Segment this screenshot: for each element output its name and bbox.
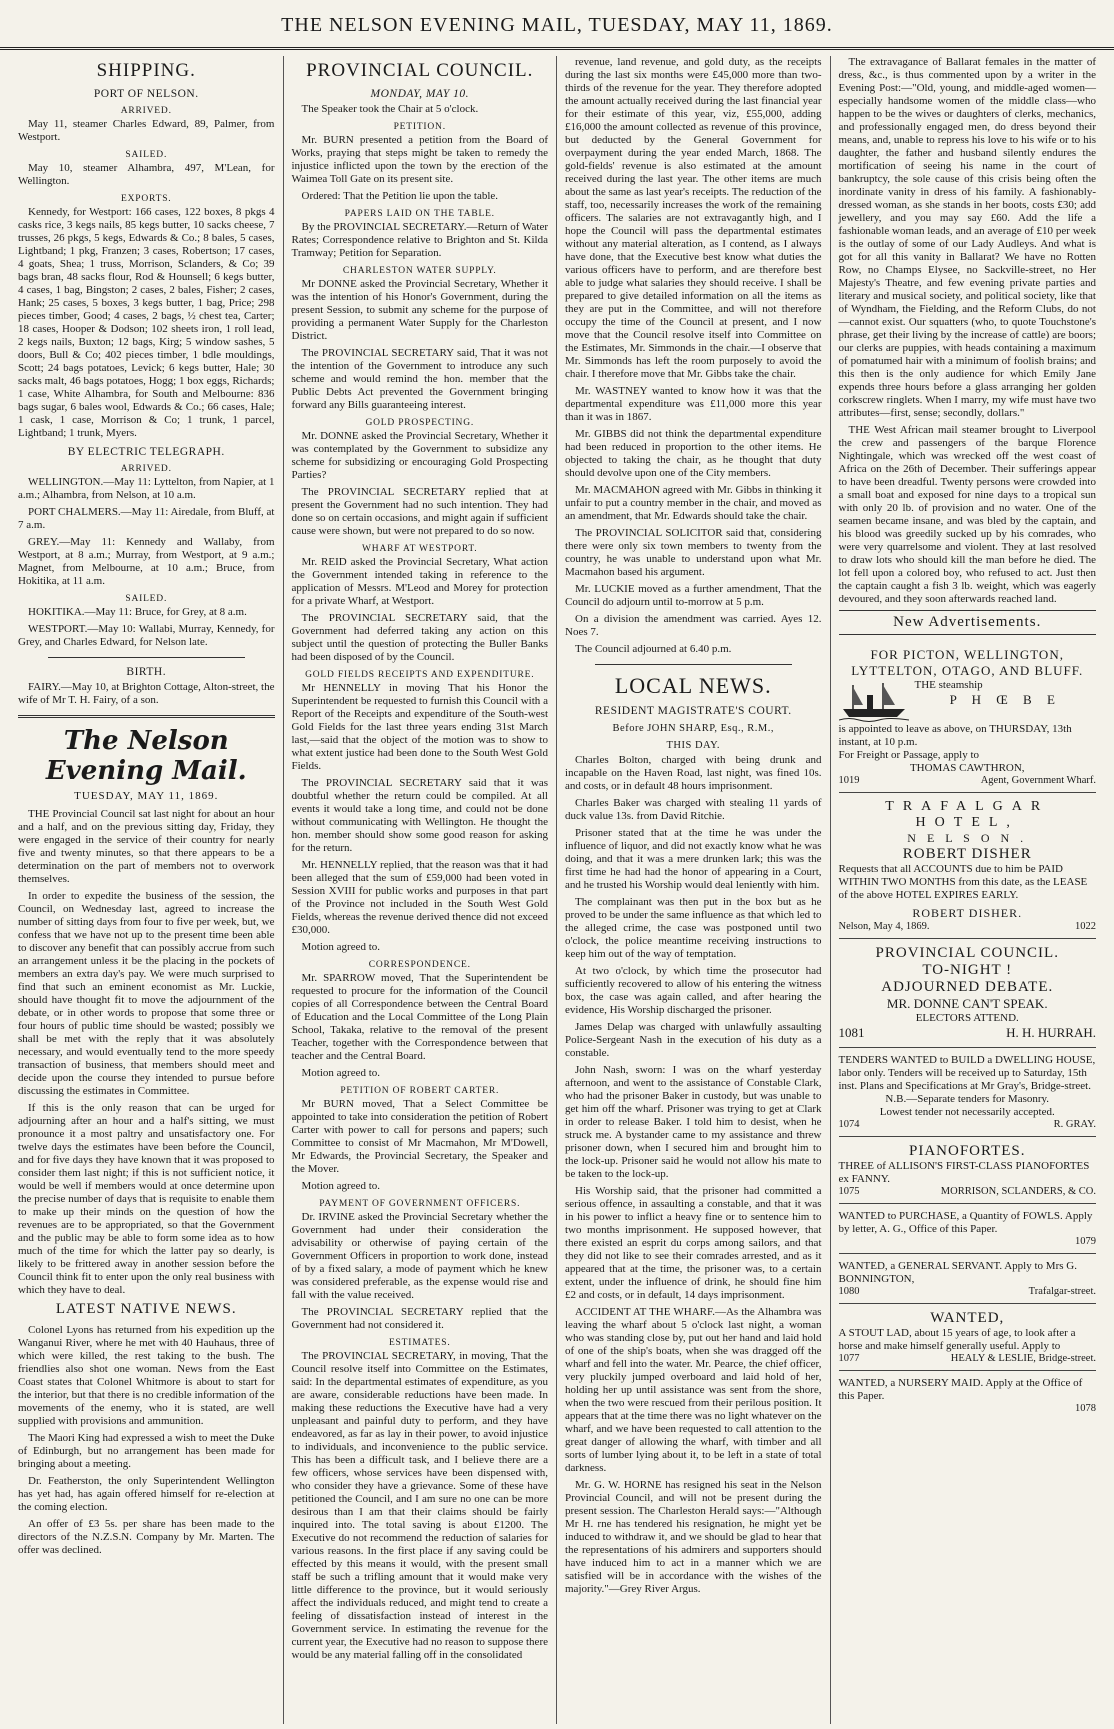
steamship-icon	[839, 679, 909, 723]
council-section-para: By the PROVINCIAL SECRETARY.—Return of Water Rates; Correspondence relative to Brighton and St. Kilda Tramway; Petition for Separation.	[291, 221, 548, 259]
court-para: His Worship said, that the prisoner had committed a serious offence, in assaulting a constable, and that it was in his power to inflict a heavy fine or to sentence him to two months imprisonment. He supposed however, that there existed an esprit du corps among sailors, and that they did not like to see their comrades arrested, and as it appeared that at the time, the prisoner was, to a certain extent, under the influence of drink, he should fine him £2 and costs, or in default, 14 days imprisonment.	[565, 1185, 822, 1301]
ad-sign: H. H. HURRAH.	[1006, 1025, 1096, 1040]
court-heading: RESIDENT MAGISTRATE'S COURT.	[594, 705, 792, 717]
paper-dateline: TUESDAY, MAY 11, 1869.	[74, 790, 219, 802]
ad-pianofortes	[839, 1137, 1097, 1204]
court-para: Charles Baker was charged with stealing 11 yards of duck value 13s. from David Ritchie.	[565, 797, 822, 822]
council-section-heading: PETITION OF ROBERT CARTER.	[340, 1086, 500, 1096]
council-para: Mr. WASTNEY wanted to know how it was that the departmental expenditure was £11,000 more this year than it was in 1867.	[565, 385, 822, 423]
council-section-para: Mr. DONNE asked the Provincial Secretary, Whether it was contemplated by the Government to subsidize any scheme for subsidizing or encouraging Gold Prospecting Parties?	[291, 430, 548, 481]
council-section-para: Mr. BURN presented a petition from the Board of Works, praying that steps might be taken to remedy the injustice inflicted upon the town by the erection of the Waimea Toll Gate on its present site.	[291, 134, 548, 185]
council-section-para: The PROVINCIAL SECRETARY said that it was doubtful whether the return could be compiled. At all events it would take a long time, and could not be done without communicating with Wellington. He thought the hon. member should show some good reason for asking for the return.	[291, 777, 548, 854]
council-section-para: Mr. SPARROW moved, That the Superintendent be requested to procure for the information of the Council copies of all Correspondence between the Central Board of Education and the Local Committee of the Long Plain School, Takaka, relative to the removal of the present Teacher, together with the Correspondence between that teacher and the Central Board.	[291, 972, 548, 1062]
council-section-heading: ESTIMATES.	[388, 1338, 451, 1348]
council-para: Mr. MACMAHON agreed with Mr. Gibbs in thinking it unfair to put a country member in the chair, and moved as an amendment, that Mr. Edwards should take the chair.	[565, 484, 822, 522]
divider	[48, 657, 245, 658]
editorial-para: THE Provincial Council sat last night for about an hour and a half, and on the previous sitting day, Friday, they were engaged in the service of their country for nearly five and twenty minutes, so that there appears to be a determination on the part of members not to overwork themselves.	[18, 808, 275, 885]
ad-text: For Freight or Passage, apply to	[838, 749, 980, 761]
page-columns	[10, 56, 1104, 1724]
council-para: Mr. GIBBS did not think the departmental expenditure had been reduced in proportion to the other items. He objected to taking the chair, as he thought that duty should devolve upon one of the City members.	[565, 428, 822, 479]
ad-number: 1080	[838, 1286, 860, 1297]
column-2	[284, 56, 558, 1724]
ad-text: THREE of ALLISON'S FIRST-CLASS PIANOFORTES ex FANNY.	[838, 1160, 1090, 1185]
birth-heading: BIRTH.	[126, 666, 167, 678]
arrived-heading: ARRIVED.	[120, 106, 172, 116]
ad-line: TO-NIGHT !	[922, 962, 1013, 978]
ad-text: WANTED to PURCHASE, a Quantity of FOWLS. Apply by letter, A. G., Office of this Paper.	[838, 1210, 1093, 1235]
ad-lad	[839, 1304, 1097, 1371]
ad-heading: PIANOFORTES.	[908, 1143, 1026, 1159]
ad-number: 1075	[838, 1186, 860, 1197]
ad-line: PROVINCIAL COUNCIL.	[875, 945, 1059, 961]
ad-number: 1019	[838, 775, 860, 786]
column-3	[557, 56, 831, 1724]
court-para: ACCIDENT AT THE WHARF.—As the Alhambra was leaving the wharf about 5 o'clock last night, a woman who was standing close by, put out her hand and laid hold of one of the ship's boats, when she was dragged off the wharf and fell into the water. Mr. Pearce, the chief officer, very pluckily jumped overboard and laid hold of her, holding her up until assistance was sent from the shore, when the two were rescued from their perilous position. It appears that at the time there was no light whatever on the wharf, and we have been requested to call attention to the great danger of allowing the wharf, with timber and all sorts of lumber lying about it, to be left in a state of total darkness.	[565, 1306, 822, 1474]
divider	[595, 664, 792, 665]
council-section-heading: CHARLESTON WATER SUPPLY.	[342, 266, 497, 276]
ad-sign: Trafalgar-street.	[1028, 1286, 1096, 1297]
ad-tenders	[839, 1048, 1097, 1137]
ad-sign: ROBERT DISHER.	[912, 906, 1023, 920]
telegraph-arrived-chalmers: PORT CHALMERS.—May 11: Airedale, from Bluff, at 7 a.m.	[18, 506, 275, 531]
telegraph-heading: BY ELECTRIC TELEGRAPH.	[67, 446, 225, 458]
council-section-heading: PETITION.	[393, 122, 446, 132]
ad-text: Requests that all ACCOUNTS due to him be PAID WITHIN TWO MONTHS from this date, as the LEASE of the above HOTEL EXPIRES EARLY.	[838, 863, 1088, 901]
court-para: James Delap was charged with unlawfully assaulting Police-Sergeant Nash in the execution of his duty as a constable.	[565, 1021, 822, 1059]
council-heading: PROVINCIAL COUNCIL.	[306, 60, 534, 81]
column-1	[10, 56, 284, 1724]
sailed-text: May 10, steamer Alhambra, 497, M'Lean, for Wellington.	[18, 162, 275, 187]
ad-note: N.B.—Separate tenders for Masonry.	[885, 1093, 1050, 1105]
ad-text: is appointed to leave as above, on THURSDAY, 13th instant, at 10 p.m.	[838, 723, 1072, 748]
native-news-para: The Maori King had expressed a wish to meet the Duke of Edinburgh, but no arrangement has been made for bringing about a meeting.	[18, 1432, 275, 1470]
council-section-para: Motion agreed to.	[301, 941, 381, 953]
ad-note: Lowest tender not necessarily accepted.	[879, 1106, 1055, 1118]
port-heading: PORT OF NELSON.	[93, 88, 199, 100]
ad-number: 1074	[838, 1119, 860, 1130]
court-para: John Nash, sworn: I was on the wharf yesterday afternoon, and went to the assistance of Constable Clark, who had the prisoner Baker in custody, but was unable to get him off the wharf. Prisoner was trying to get at Clark in order to release Baker. I told him to desist, when he struck me. A bystander came to my assistance and threw prisoner down, when I secured him and brought him to the lock-up. Prisoner said he would not allow his mate to be taken to the lock-up.	[565, 1064, 822, 1180]
native-news-para: An offer of £3 5s. per share has been made to the directors of the N.Z.S.N. Company by Mr. Marten. The offer was declined.	[18, 1518, 275, 1556]
court-para: Charles Bolton, charged with being drunk and incapable on the Haven Road, last night, was fined 10s. and costs, or in default 48 hours imprisonment.	[565, 754, 822, 792]
article-para: The extravagance of Ballarat females in the matter of dress, &c., is thus commented upon by a writer in the Evening Post:—"Old, young, and middle-aged women—especially handsome women of the middle class—who happen to be the wives or daughters of clerks, mechanics, and professionally engaged men, do dress beyond their means, and, unable to repress his love to his wife or to his daughter, the father and husband silently endures the mortification of seeing his name in the court of bankruptcy, the sole cause of this crisis being often the inordinate vanity in dress of his family. A fashionably-dressed woman, as she stands in her boots, costs £30; add jewellery, and you may say £60. Add the life a fashionable woman leads, and an average of £10 per week is the outlay of some of our Lady Audleys. And what is got for all this vanity in Ballarat? We have no Rotten Row, no Champs Elysee, no Sackville-street, no Her Majesty's Theatre, and few evening private parties and literary and musical society, and political society, like that of Wyndham, the Fielding, and the Reform Clubs, do not—cannot exist. Our squatters (who, to quote Touchstone's phrase, get their living by the increase of cattle) are boors; our clerks are puppies, with heads containing a maximum of pomatumed hair with a minimum of foolish brains; and this then is the only audience for which Emily Jane expends three hours before a glass arranging her golden corkscrew ringlets. When I marry, my wife must have two attributes—first, sense; secondly, dollars."	[838, 56, 1096, 419]
council-section-heading: PAPERS LAID ON THE TABLE.	[344, 209, 495, 219]
council-date: MONDAY, MAY 10.	[370, 88, 469, 100]
court-para: Mr. G. W. HORNE has resigned his seat in the Nelson Provincial Council, and will not be present during the present session. The Charleston Herald says:—"Although Mr H. rne has tendered his resignation, he might yet be induced to withdraw it, and we should be glad to hear that the representations of his admirers and supporters should have induced him to act in a manner which we are satisfied will be in accordance with the wishes of the majority."—Grey River Argus.	[565, 1479, 822, 1595]
sailed2-heading: SAILED.	[125, 594, 168, 604]
arrived-text: May 11, steamer Charles Edward, 89, Palmer, from Westport.	[18, 118, 275, 143]
exports-text: Kennedy, for Westport: 166 cases, 122 boxes, 8 pkgs 4 casks rice, 3 kegs nails, 85 kegs butter, 10 sacks cheese, 7 trusses, 26 pkgs, 5 kegs, Edwards & Co.; 8 bales, 5 cases, Lightband; 1 pkg, Franzen; 3 cases, Robertson; 17 cases, 4 goats, Shea; 1 truss, Morrison, Sclanders, & Co; 39 bags bran, 48 sacks flour, Rod & Hounsell; 6 kegs butter, 4 cases, 1 bag, Bingston; 2 cases, 2 bales, Fisher; 2 cases, Hank; 25 cases, 5 boxes, 3 kegs butter, 1 bag, Price; 298 pieces timber, Good; 4 cases, 2 bags, ½ chest tea, Carter; 18 cases, Hooper & Dodson; 102 sheets iron, 1 roll lead, 2 kegs nails, Buxton; 12 bags, Kirg; 5 window sashes, 5 doors, Bull & Co; 402 pieces timber, 1 bdle mouldings, Scott; 24 bags potatoes, Levick; 6 kegs butter, Hale; 30 sacks malt, 46 bags potatoes, Hogg; 1 box eggs, Richards; 1 case, White Alhambra, for South and Melbourne: 836 bags sugar, 6 bales wool, Edwards & Co.; 66 cases, Hale; 1 cask, 1 case, Morrison & Co; 1 trunk, 1 parcel, Lightband; 1 trunk, Myers.	[18, 206, 275, 439]
council-section-para: The PROVINCIAL SECRETARY said, that the Government had deferred taking any action on this subject until the question of protecting the Buller Banks had been disposed of by the Council.	[291, 612, 548, 663]
divider	[18, 715, 275, 718]
ad-heading: WANTED,	[930, 1310, 1005, 1326]
ad-role: Agent, Government Wharf.	[980, 775, 1096, 786]
newspaper-title: THE NELSON EVENING MAIL, TUESDAY, MAY 11, 1869.	[281, 14, 833, 36]
native-news-heading: LATEST NATIVE NEWS.	[55, 1301, 237, 1317]
telegraph-sailed-hokitika: HOKITIKA.—May 11: Bruce, for Grey, at 8 a.m.	[28, 606, 247, 618]
court-para: At two o'clock, by which time the prosecutor had sufficiently recovered to allow of his entering the witness box, the case was again called, and after hearing the evidence, His Worship discharged the prisoner.	[565, 965, 822, 1016]
council-section-para: Ordered: That the Petition lie upon the table.	[301, 190, 499, 202]
council-section-heading: GOLD PROSPECTING.	[365, 418, 475, 428]
new-ads-heading: New Advertisements.	[839, 610, 1097, 635]
ad-line: ELECTORS ATTEND.	[915, 1012, 1019, 1024]
council-section-heading: CORRESPONDENCE.	[368, 960, 471, 970]
ad-number: 1022	[1075, 921, 1096, 932]
telegraph-arrived-wellington: WELLINGTON.—May 11: Lyttelton, from Napier, at 1 a.m.; Alhambra, from Nelson, at 10 a.m.	[18, 476, 275, 501]
ad-text: WANTED, a NURSERY MAID. Apply at the Office of this Paper.	[838, 1377, 1083, 1402]
council-section-para: The PROVINCIAL SECRETARY replied that the Government had not considered it.	[291, 1306, 548, 1331]
court-day: THIS DAY.	[666, 740, 720, 751]
ad-phoebe	[839, 641, 1097, 793]
paper-nameplate: The Nelson Evening Mail.	[45, 726, 247, 786]
editorial-para: In order to expedite the business of the session, the Council, on Wednesday last, agreed to increase the number of sitting days from four to five per week, but, we confess that we have not up to the present time been able to discover any benefit that can possibly accrue from such an arrangement unless it be the placing in the pockets of members an extra day's pay. We were much surprised to find that such an eminent economist as Mr. Luckie, should have thought fit to move the adjournment of the debate, or in other words to propose that some three or four hours of public time should be wasted; possibly we shall be met with the reply that it was absolutely necessary, and would eventually tend to the more speedy transaction of business, that members should meet and decide upon the course they intended to pursue before discussing the estimates in Committee.	[18, 890, 275, 1097]
council-section-para: Mr. REID asked the Provincial Secretary, What action the Government intended taking in reference to the application of Messrs. M'Leod and Morey for protection for a private Wharf, at Westport.	[291, 556, 548, 607]
ad-name: THOMAS CAWTHRON,	[909, 762, 1025, 774]
ad-text: TENDERS WANTED to BUILD a DWELLING HOUSE, labor only. Tenders will be received up to Saturday, 15th inst. Plans and Specifications at Mr Gray's, Bridge-street.	[838, 1054, 1096, 1092]
council-sections	[292, 122, 549, 1662]
hotel-owner: ROBERT DISHER	[902, 846, 1032, 862]
ad-sign: MORRISON, SCLANDERS, & CO.	[940, 1186, 1096, 1197]
council-speaker: The Speaker took the Chair at 5 o'clock.	[301, 103, 479, 115]
ad-trafalgar-hotel	[839, 793, 1097, 939]
council-para: The PROVINCIAL SOLICITOR said that, considering there were only six town members to twenty from the country, he was unable to understand upon what Mr. Macmahon based his argument.	[565, 527, 822, 578]
council-section-para: The PROVINCIAL SECRETARY said, That it was not the intention of the Government to introduce any such scheme and would remind the hon. member that the Public Debts Act prevented the Government bringing forward any Bills guaranteeing interest.	[291, 347, 548, 411]
council-section-para: Mr. HENNELLY replied, that the reason was that it had been alleged that the sum of £59,000 had been voted in Session XVIII for public works and purposes in that part of the Province not included in the South West Gold Fields, whereas the revenue derived thence did not exceed £30,000.	[291, 859, 548, 936]
court-para: Prisoner stated that at the time he was under the influence of liquor, and did not exactly know what he was doing, and that it was a mere drunken lark; this was the first time he had had the honor of appearing in a Court, and he trusted his Worship would deal leniently with him.	[565, 827, 822, 891]
native-news-para: Colonel Lyons has returned from his expedition up the Wanganui River, where he met with 40 Hauhaus, three of which were killed, the rest taking to the bush. The friendlies also shot one woman. News from the East Coast states that Colonel Whitmore is about to start for the interior, but that there is no credible information of the movements of the enemy, who it is stated, are well supplied with provisions and ammunition.	[18, 1324, 275, 1427]
council-section-para: Dr. IRVINE asked the Provincial Secretary whether the Government had under their consideration the advisability or otherwise of paying certain of the Government Officers in proportion to work done, instead of by a fixed salary, a mode of payment which he knew was considered preferable, as the expense would rise and fall with the value received.	[291, 1211, 548, 1301]
council-para: On a division the amendment was carried. Ayes 12. Noes 7.	[565, 613, 822, 638]
ad-sign: HEALY & LESLIE, Bridge-street.	[950, 1353, 1096, 1364]
ad-number: 1079	[1075, 1236, 1096, 1247]
shipping-heading: SHIPPING.	[96, 60, 196, 81]
council-section-para: Mr BURN moved, That a Select Committee be appointed to take into consideration the petition of Robert Carter with power to call for persons and papers; such Committee to consist of Mr Macmahon, Mr M'Dowell, Mr Edwards, the Provincial Secretary, the Speaker and the Mover.	[291, 1098, 548, 1175]
ad-number: 1077	[838, 1353, 860, 1364]
hotel-town: N E L S O N .	[907, 831, 1028, 845]
telegraph-sailed-westport: WESTPORT.—May 10: Wallabi, Murray, Kennedy, for Grey, and Charles Edward, for Nelson late.	[18, 623, 275, 648]
ad-date: Nelson, May 4, 1869.	[838, 921, 930, 932]
sailed-heading: SAILED.	[125, 150, 168, 160]
council-section-heading: GOLD FIELDS RECEIPTS AND EXPENDITURE.	[305, 670, 535, 680]
council-para: The Council adjourned at 6.40 p.m.	[575, 643, 732, 655]
ship-name: P H Œ B E	[949, 692, 1061, 707]
ad-text: WANTED, a GENERAL SERVANT. Apply to Mrs G. BONNINGTON,	[838, 1260, 1077, 1285]
exports-heading: EXPORTS.	[121, 194, 172, 204]
column-4	[831, 56, 1105, 1724]
native-news-para: Dr. Featherston, the only Superintendent Wellington has yet had, has again offered himself for re-election at the coming election.	[18, 1475, 275, 1513]
ad-line: FOR PICTON, WELLINGTON,	[870, 647, 1064, 662]
council-para: revenue, land revenue, and gold duty, as the receipts during the last six months were £45,000 more than two-thirds of the revenue for the year. They therefore adopted the amount actually received during the last financial year for their estimate of this year, viz, £55,000, adding £16,000 the amount collected as revenue of this province, but deducted by the General Government for overpayment during the year ended March, 1868. The gold-fields' revenue is also estimated at the amount received during the last year. The other items are much about the same as last year's receipts. The reduction of the staff, too, necessarily increases the work of the remaining officers. The salaries are not extravagantly high, and I hope the Council will pass the departmental estimates without any material alteration, as I contend, as I always have done, that the Executive best know what duties the various officers have to perform, and are therefore best able to judge what salaries they should receive. I shall be prepared to give detailed information on all the items as they are put in the Committee, and will not therefore occupy the time of the Council at present, and I now move that the Council resolve itself into Committee on the Estimates, Mr. Simmonds in the chair.—I observe that Mr. Simmonds has left the room purposely to avoid the chair. I therefore move that Mr. Gibbs take the chair.	[565, 56, 822, 380]
ad-line: MR. DONNE CAN'T SPEAK.	[886, 996, 1048, 1011]
ad-nursery-maid	[839, 1371, 1097, 1420]
court-before: Before JOHN SHARP, Esq., R.M.,	[612, 723, 774, 734]
ad-number: 1078	[1075, 1403, 1096, 1414]
ad-text: THE steamship	[914, 679, 983, 691]
council-section-heading: WHARF AT WESTPORT.	[362, 544, 478, 554]
arrived2-heading: ARRIVED.	[120, 464, 172, 474]
ad-fowls	[839, 1204, 1097, 1254]
editorial-para: If this is the only reason that can be urged for adjourning after an hour and a half's sitting, we must pronounce it a most paltry and unsatisfactory one. For twelve days the estimates have been before the Council, and for five days they have known that it was proposed to consider them last night; if this is not sufficient notice, it would be well if members would at once determine upon the precise number of days that is requisite to enable them to make up their minds on the question of how the revenues are to be appropriated, so that the Government and the public may be able to form some idea as to how much of the time for which the latter pay so dearly, is likely to be frittered away in another session before the Council think fit to enter upon the only real business with which they have to deal.	[18, 1102, 275, 1296]
ad-text: A STOUT LAD, about 15 years of age, to look after a horse and make himself generally useful. Apply to	[838, 1327, 1076, 1352]
council-section-para: Mr DONNE asked the Provincial Secretary, Whether it was the intention of his Honor's Government, during the present Session, to submit any scheme for the purpose of providing a permanent Water Supply for the Charleston District.	[291, 278, 548, 342]
council-section-para: The PROVINCIAL SECRETARY, in moving, That the Council resolve itself into Committee on the Estimates, said: In the departmental estimates of expenditure, as you are aware, considerable reductions have been made. In making these reductions the Executive have had a very unpleasant and painful duty to perform, and they have endeavored, as far as lay in their power, to avoid injustice to individuals, and inconvenience to the public service. This has been a difficult task, and I believe there are a few officers, whose services have been dispensed with, who consider they have a grievance. Some of these have petitioned the Council, and I am sure no one can be more desirous than I am that their claims should be fairly inquired into. The total saving is about £1200. The Executive do not recommend the reduction of salaries for various reasons. In the first place if any saving could be effected by this means it would, with the present small staff be such a trifling amount that it would make very little difference to the province, but it would seriously affect the individuals reduced, and might tend to create a feeling of dissatisfaction instead of interest in the Government service. In estimating the revenue for the current year, the Executive had no reason to suppose there would be any material falling off in the consolidated	[291, 1350, 548, 1661]
telegraph-arrived-grey: GREY.—May 11: Kennedy and Wallaby, from Westport, at 8 a.m.; Murray, from Westport, at 9 a.m.; Magnet, from Melbourne, at 10 a.m.; Bruce, from Hokitika, at 11 a.m.	[18, 536, 275, 587]
ad-sign: R. GRAY.	[1053, 1119, 1096, 1130]
council-section-para: Mr HENNELLY in moving That his Honor the Superintendent be requested to furnish this Council with a Report of the Receipts and expenditure of the South-west Gold Fields for the last three years ending 31st March last,—said that the object of the motion was to show to what extent justice had been done to the South West Gold Fields.	[291, 682, 548, 772]
council-section-para: The PROVINCIAL SECRETARY replied that at present the Government had no such intention. They had done so on certain occasions, and might again if sufficient cause were shown, but were not prepared to do so now.	[291, 486, 548, 537]
court-para: The complainant was then put in the box but as he proved to be under the same influence as that which led to the alleged crime, the case was postponed until two o'clock, the police meantime receiving instructions to keep him out of the way of temptation.	[565, 896, 822, 960]
hotel-name: TRAFALGAR HOTEL,	[885, 799, 1050, 830]
council-section-heading: PAYMENT OF GOVERNMENT OFFICERS.	[319, 1199, 521, 1209]
council-section-para: Motion agreed to.	[301, 1180, 381, 1192]
council-section-para: Motion agreed to.	[301, 1067, 381, 1079]
masthead	[0, 0, 1114, 50]
ad-line: ADJOURNED DEBATE.	[881, 979, 1054, 995]
council-para: Mr. LUCKIE moved as a further amendment, That the Council do adjourn until to-morrow at 5 p.m.	[565, 583, 822, 608]
birth-text: FAIRY.—May 10, at Brighton Cottage, Alton-street, the wife of Mr T. H. Fairy, of a son.	[18, 681, 275, 706]
ad-line: LYTTELTON, OTAGO, AND BLUFF.	[851, 663, 1084, 678]
ad-number: 1081	[838, 1025, 865, 1040]
ad-council-tonight	[839, 939, 1097, 1048]
local-news-heading: LOCAL NEWS.	[614, 673, 772, 698]
article-para: THE West African mail steamer brought to Liverpool the crew and passengers of the barque Florence Nightingale, which was wrecked off the west coast of Africa on the 26th of December. Their sufferings appear to have been dreadful. Twenty persons were crowded into a small boat and exposed for nine days to a tropical sun with only 20 lb. of provision and no water. One of the seamen became insane, and was bled by the captain, and his blood was greedily sucked up by his comrades, who were very quarrelsome and violent. They at last resolved to draw lots who should kill the man before he died. The lot fell upon a colored boy, who refused to act. Just then the captain caught a fish 3 lb. weight, which was eagerly devoured, and they soon afterwards reached land.	[838, 424, 1096, 605]
ad-servant	[839, 1254, 1097, 1304]
